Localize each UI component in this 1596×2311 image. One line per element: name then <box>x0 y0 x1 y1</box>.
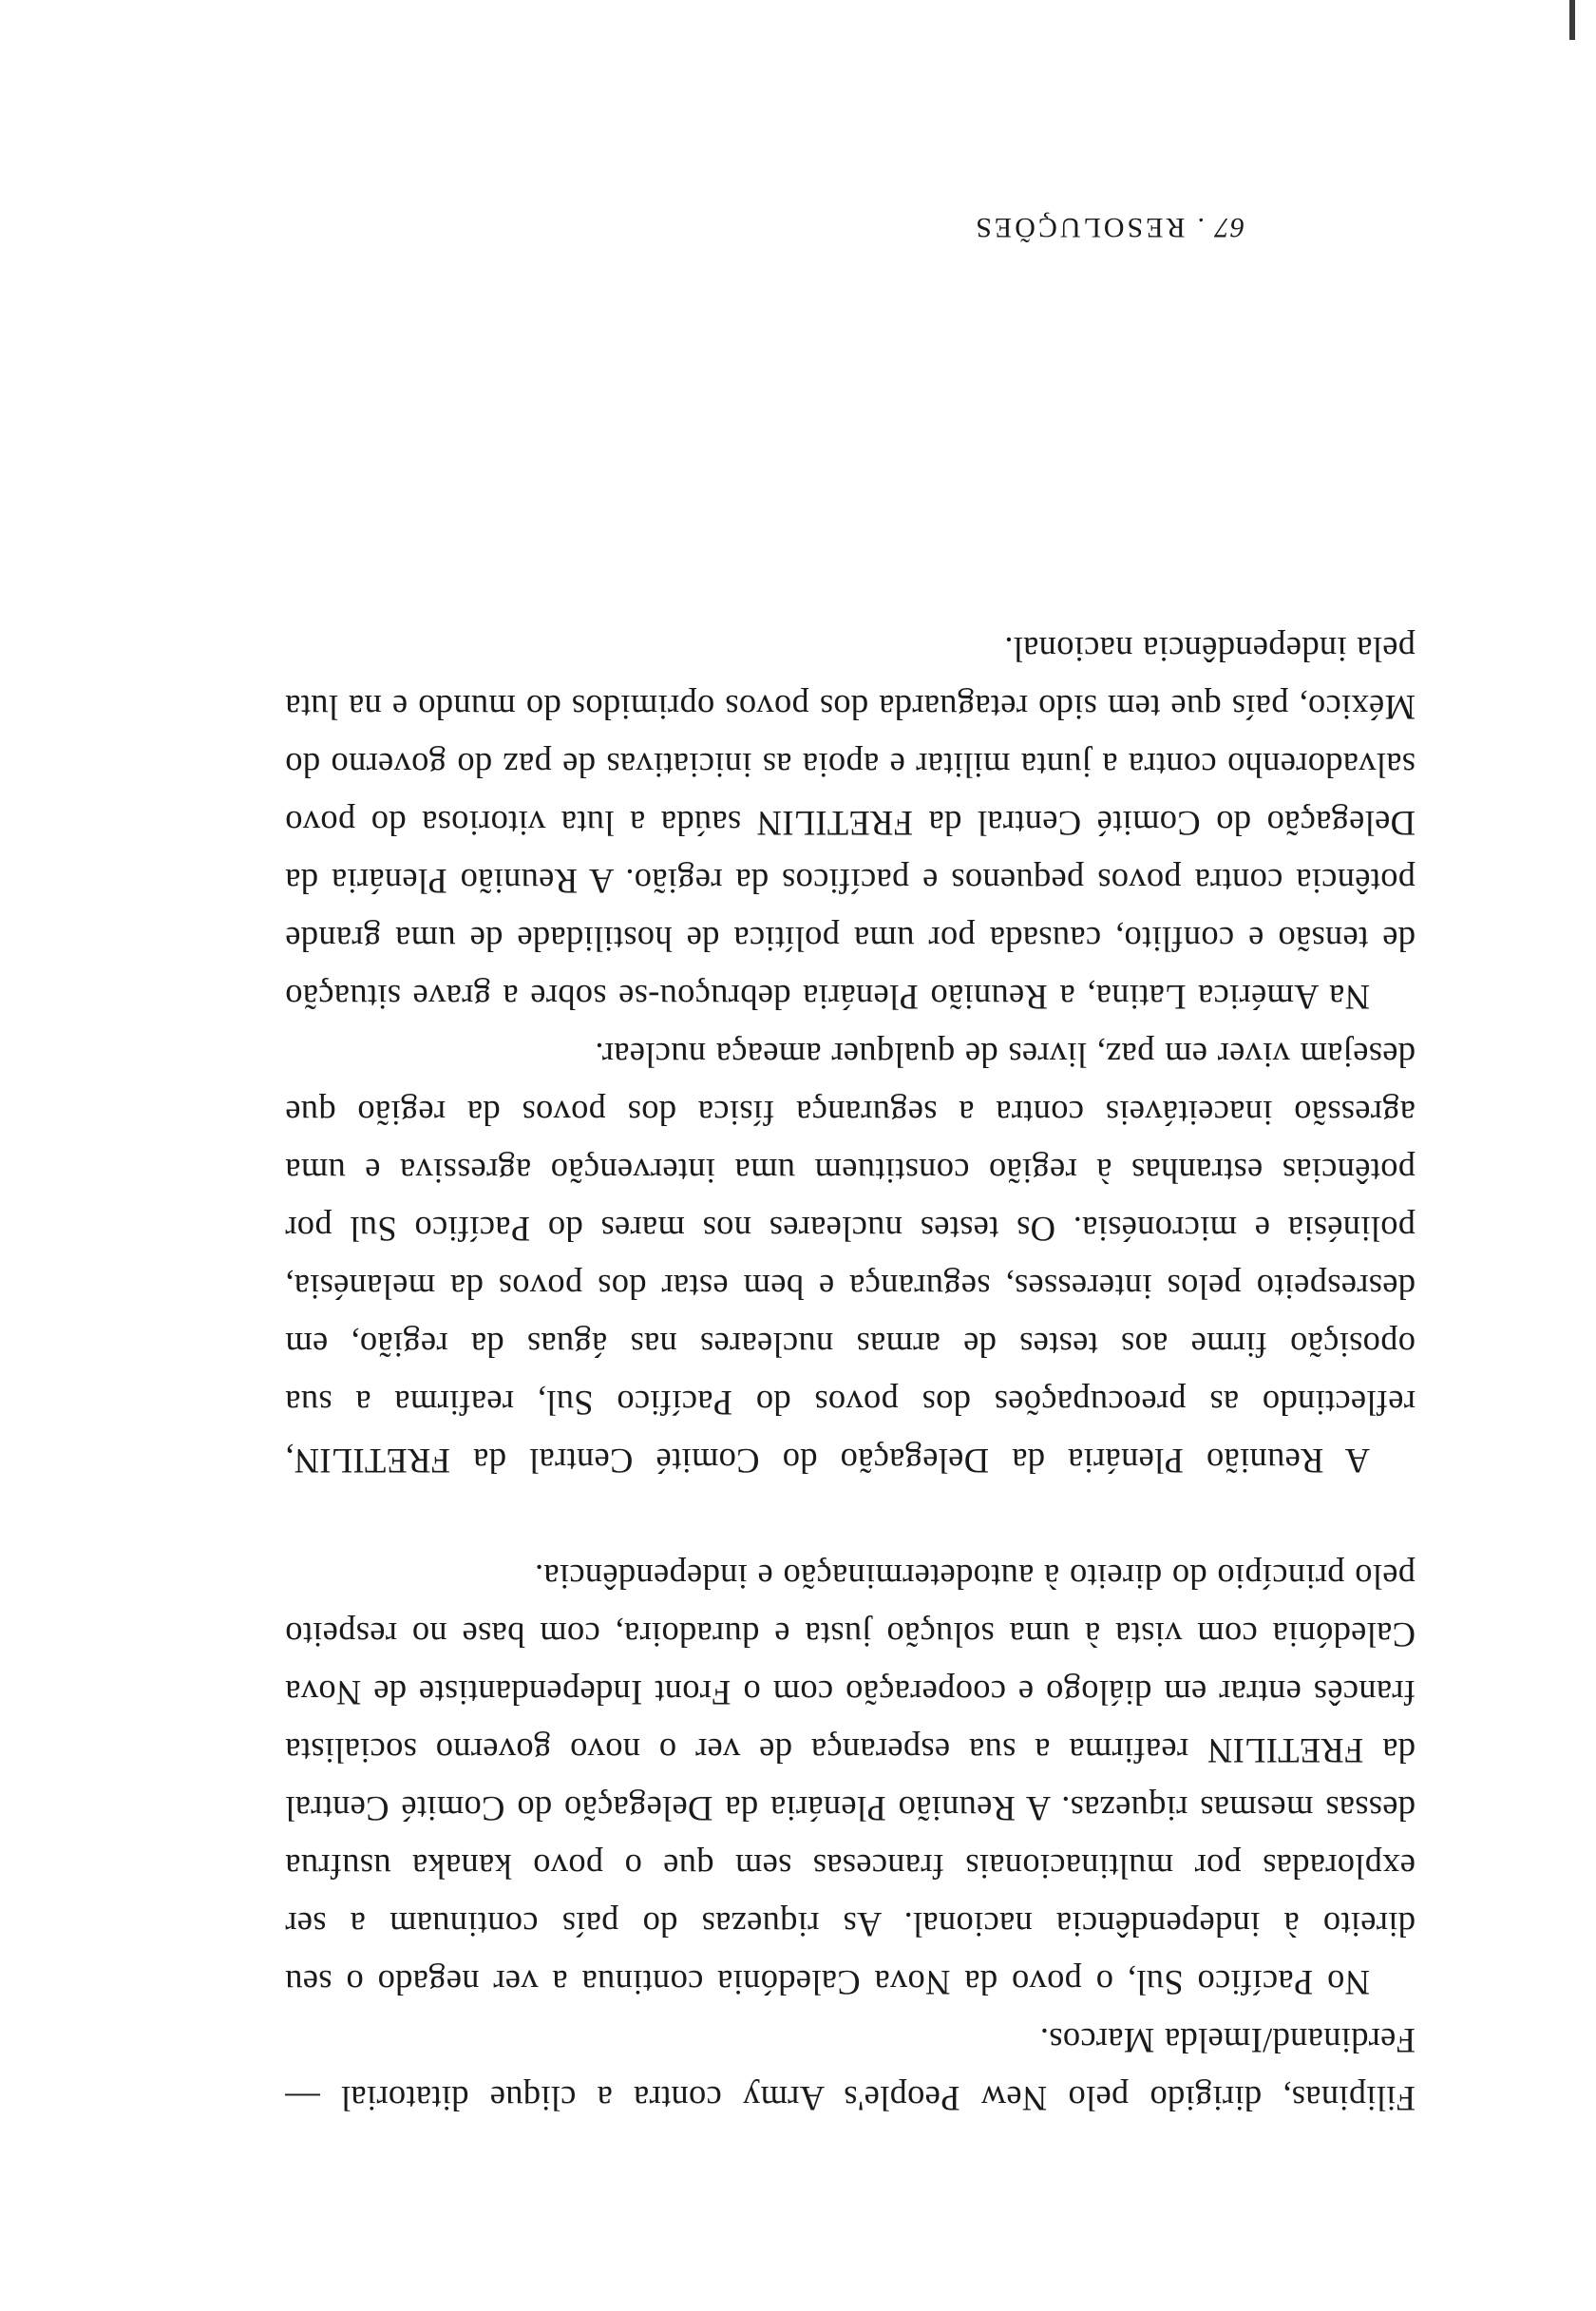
paragraph-nova-caledonia: No Pacífico Sul, o povo da Nova Caledónia continua a ver negado o seu direito à independência nacional. As riquezas do país continuam a ser exploradas por multinacionais francesas sem que o povo kanaka usufrua dessas mesmas riquezas. A Reunião Plenária da Delegação do Comité Central da FRETILIN reafirma a sua esperança de ver o novo governo socialista francês entrar em diálogo e cooperação com o Front Independantiste de Nova Caledónia com vista à uma solução justa e duradoira, com base no respeito pelo princípio do direito à autodeterminação e independência. <box>285 1557 1416 2002</box>
paragraph-testes-nucleares: A Reunião Plenária da Delegação do Comité Central da FRETILIN, reflectindo as preocupações dos povos do Pacífico Sul, reafirma a sua oposição firme aos testes de armas nucleares nas águas da região, em desrespeito pelos interesses, segurança e bem estar dos povos da melanésia, polinésia e micronésia. Os testes nucleares nos mares do Pacífico Sul por potências estranhas à região constituem uma intervenção agressiva e uma agressão inaceitáveis contra a segurança física dos povos da região que desejam viver em paz, livres de qualquer ameaça nuclear. <box>285 1036 1416 1480</box>
section-title: RESOLUÇÕES <box>973 212 1186 243</box>
running-head-separator: . <box>1194 212 1205 243</box>
body-text <box>285 621 1416 2128</box>
scan-edge-mark <box>1569 0 1575 40</box>
page-number: 67 <box>1214 212 1244 243</box>
running-head <box>770 211 1244 243</box>
paragraph-filipinas: Filipinas, dirigido pelo New People's Army contra a clique ditatorial — Ferdinand/Imelda Marcos. <box>285 2021 1416 2118</box>
paragraph-america-latina: Na América Latina, a Reunião Plenária debruçou-se sobre a grave situação de tensão e conflito, causada por uma política de hostilidade de uma grande potência contra povos pequenos e pacíficos da região. A Reunião Plenária da Delegação do Comité Central da FRETILIN saúda a luta vitoriosa do povo salvadorenho contra a junta militar e apoia as iniciativas de paz do governo do México, país que tem sido retaguarda dos povos oprimidos do mundo e na luta pela independência nacional. <box>285 630 1416 1017</box>
